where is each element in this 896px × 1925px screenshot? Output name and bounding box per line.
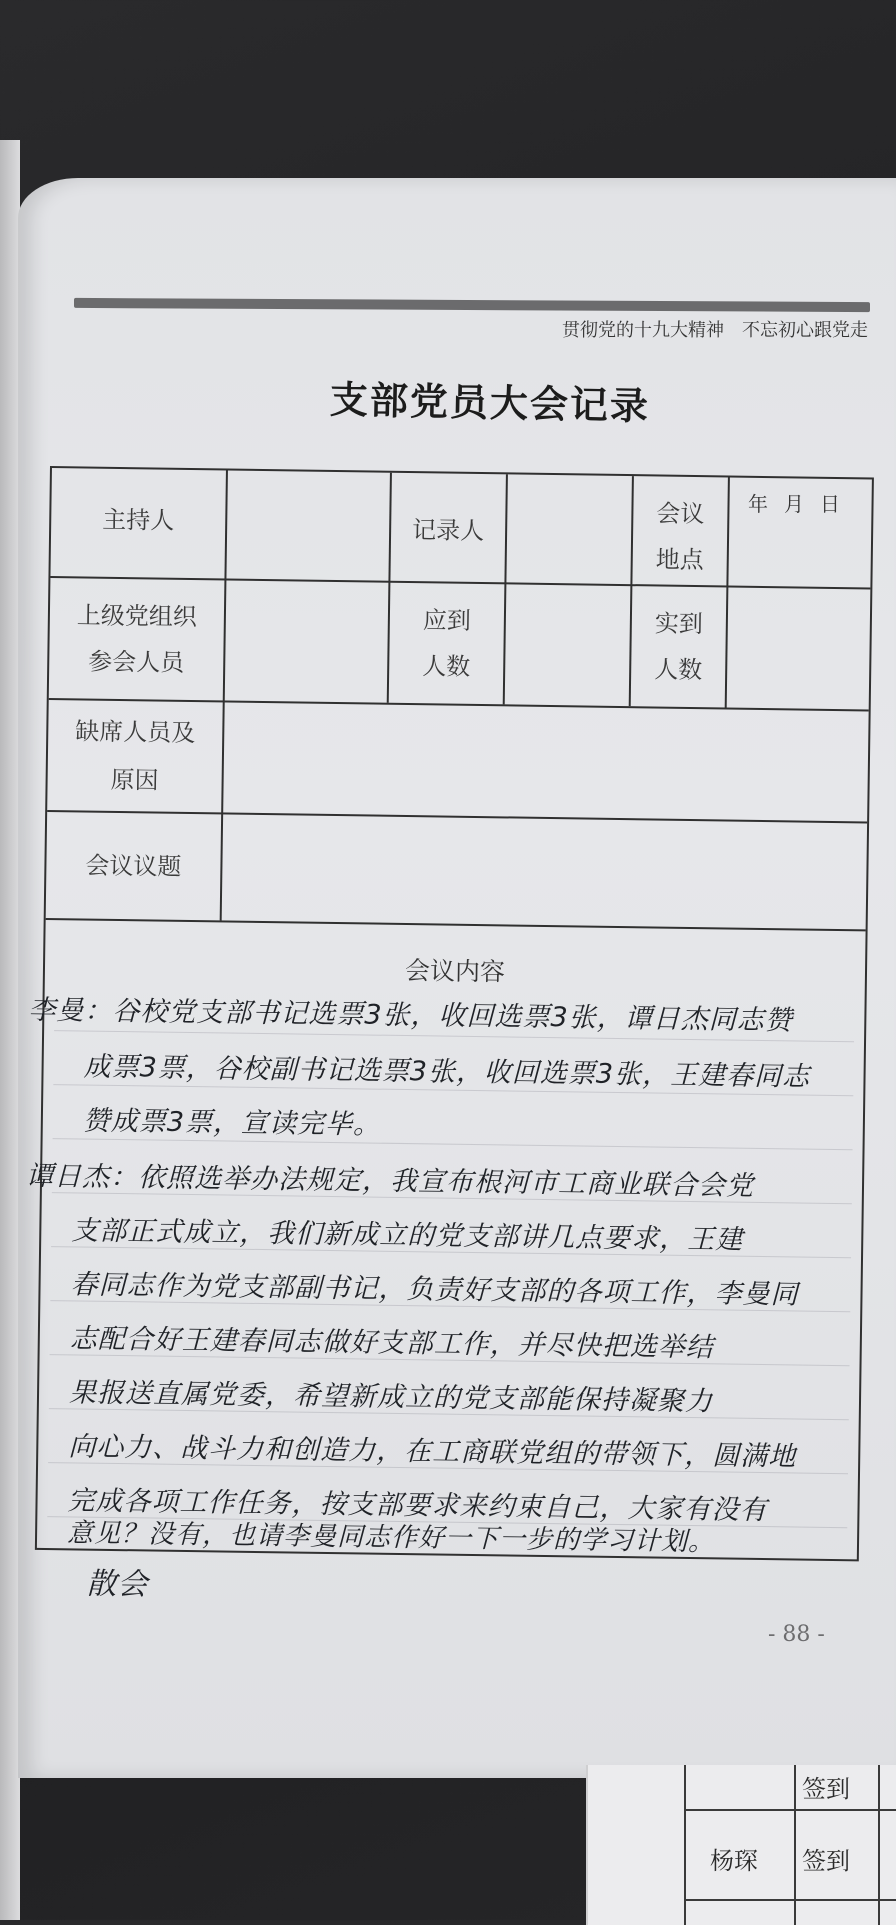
content-line: 支部正式成立，我们新成立的党支部讲几点要求，王建 <box>71 1215 744 1256</box>
actual-label-1: 实到 <box>654 609 704 639</box>
content-line: 果报送直属党委，希望新成立的党支部能保持凝聚力 <box>68 1377 714 1418</box>
page-header <box>544 316 868 342</box>
superior-label-2: 参会人员 <box>88 647 185 677</box>
row-divider <box>46 918 866 931</box>
np-column-divider <box>684 1765 686 1925</box>
content-line: 向心力、战斗力和创造力，在工商联党组的带领下，圆满地 <box>68 1431 797 1473</box>
content-line: 李曼：谷校党支部书记选票3张，收回选票3张，谭日杰同志赞 <box>28 994 793 1037</box>
meeting-record-form <box>25 466 874 1603</box>
np-sign: 签到 <box>802 1847 850 1875</box>
topic-label: 会议议题 <box>85 851 182 881</box>
page-number: - 88 - <box>768 1622 825 1647</box>
header-slogan-2: 不忘初心跟党走 <box>742 320 868 340</box>
location-label-1: 会议 <box>656 499 705 529</box>
content-line: 志配合好王建春同志做好支部工作，并尽快把选举结 <box>69 1323 714 1364</box>
content-line: 春同志作为党支部副书记，负责好支部的各项工作，李曼同 <box>70 1269 799 1311</box>
row-divider <box>47 810 867 823</box>
absent-label-2: 原因 <box>110 765 159 795</box>
content-line: 赞成票3票，宣读完毕。 <box>82 1105 382 1141</box>
content-line: 完成各项工作任务，按支部要求来约束自己，大家有没有 <box>67 1485 768 1527</box>
content-line: 谭日杰：依照选举办法规定，我宣布根河市工商业联合会党 <box>25 1160 755 1202</box>
expected-label-2: 人数 <box>422 652 471 681</box>
content-line: 散会 <box>86 1566 149 1603</box>
content-line: 意见？没有，也请李曼同志作好一下一步的学习计划。 <box>66 1518 716 1558</box>
content-section-title: 会议内容 <box>404 956 506 987</box>
absent-label-1: 缺席人员及 <box>75 717 196 748</box>
next-page-corner <box>586 1765 896 1925</box>
np-row-divider <box>684 1809 896 1811</box>
np-partial-sign: 签到 <box>802 1775 850 1803</box>
ruled-line <box>53 1138 853 1150</box>
location-label-2: 地点 <box>655 545 704 575</box>
actual-label-2: 人数 <box>654 655 703 685</box>
np-row-divider <box>684 1899 896 1901</box>
np-column-divider <box>878 1765 880 1925</box>
book-spine-edge <box>0 140 20 1920</box>
expected-label-1: 应到 <box>422 606 472 635</box>
host-label: 主持人 <box>102 505 175 535</box>
superior-label-1: 上级党组织 <box>76 601 198 632</box>
np-name: 杨琛 <box>710 1847 758 1875</box>
page-title: 支部党员大会记录 <box>329 376 651 429</box>
date-month: 月 <box>784 492 804 516</box>
recorder-label: 记录人 <box>411 516 485 546</box>
date-day: 日 <box>820 492 840 516</box>
np-column-divider <box>794 1765 796 1925</box>
content-line: 成票3票，谷校副书记选票3张，收回选票3张，王建春同志 <box>83 1051 811 1093</box>
date-year: 年 <box>748 492 768 516</box>
row-divider <box>50 576 870 589</box>
header-slogan-1: 贯彻党的十九大精神 <box>562 320 724 340</box>
